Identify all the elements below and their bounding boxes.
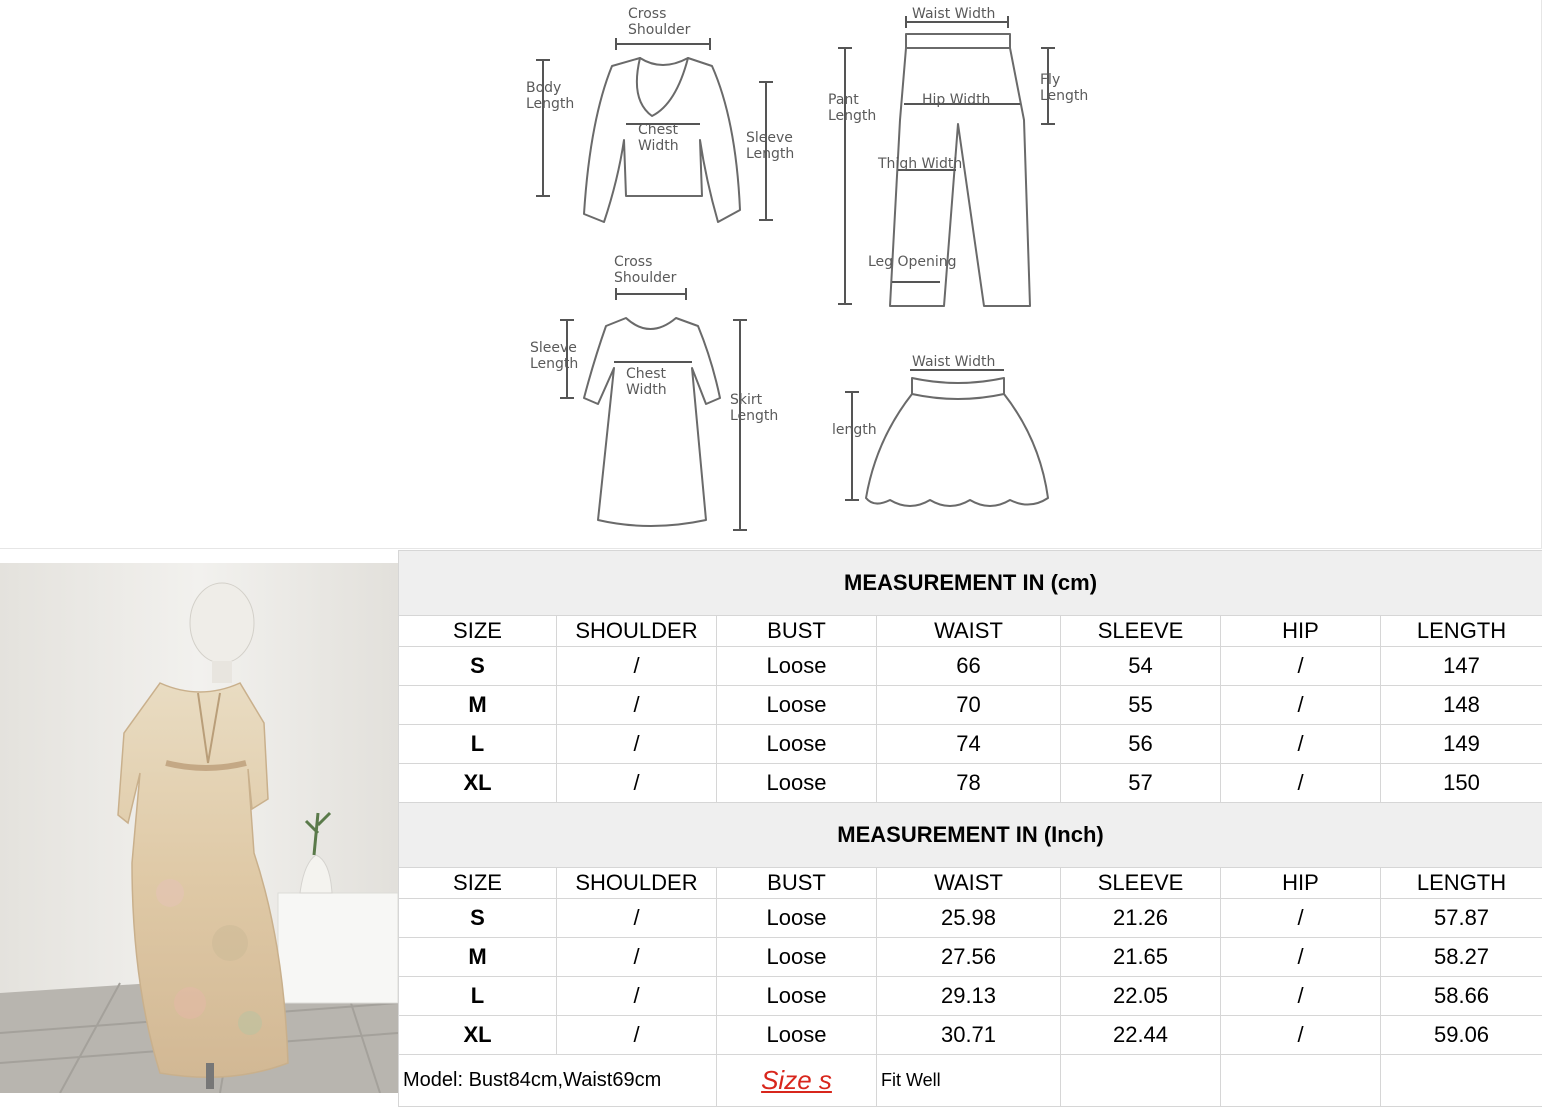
- dress-cross-shoulder-label-2: Shoulder: [614, 270, 677, 286]
- inch-header-hip: HIP: [1221, 868, 1381, 899]
- inch-length-cell: 59.06: [1381, 1016, 1542, 1055]
- pants-diagram: [828, 6, 1088, 306]
- product-photo: [0, 563, 398, 1093]
- inch-sleeve-cell: 22.05: [1061, 977, 1221, 1016]
- dress-cross-shoulder-arrow: [616, 288, 686, 300]
- cm-size-cell: S: [399, 647, 557, 686]
- dress-sleeve-length-label-1: Sleeve: [530, 340, 577, 356]
- dress-skirt-length-label-2: Length: [730, 408, 778, 424]
- inch-length-cell: 58.27: [1381, 938, 1542, 977]
- inch-bust-cell: Loose: [717, 899, 877, 938]
- cm-bust-cell: Loose: [717, 686, 877, 725]
- pants-length-label-1: Pant: [828, 92, 859, 108]
- pants-leg-opening-label: Leg Opening: [868, 254, 957, 270]
- cm-bust-cell: Loose: [717, 725, 877, 764]
- pants-hip-width-label: Hip Width: [922, 92, 990, 108]
- top-body-length-label-1: Body: [526, 80, 561, 96]
- cm-shoulder-cell: /: [557, 764, 717, 803]
- model-measurement-note: Model: Bust84cm,Waist69cm: [399, 1055, 717, 1107]
- inch-waist-cell: 27.56: [877, 938, 1061, 977]
- cm-header-length: LENGTH: [1381, 616, 1542, 647]
- table-row: [399, 764, 1542, 803]
- empty-cell: [1221, 1055, 1381, 1107]
- empty-cell: [1061, 1055, 1221, 1107]
- inch-header-waist: WAIST: [877, 868, 1061, 899]
- inch-hip-cell: /: [1221, 938, 1381, 977]
- model-fit-note: Fit Well: [877, 1055, 1061, 1107]
- top-sleeve-length-label-2: Length: [746, 146, 794, 162]
- inch-hip-cell: /: [1221, 1016, 1381, 1055]
- cm-bust-cell: Loose: [717, 647, 877, 686]
- inch-bust-cell: Loose: [717, 977, 877, 1016]
- dress-skirt-length-label-1: Skirt: [730, 392, 763, 408]
- cm-shoulder-cell: /: [557, 686, 717, 725]
- inch-size-cell: XL: [399, 1016, 557, 1055]
- cm-hip-cell: /: [1221, 725, 1381, 764]
- inch-header-row: [399, 868, 1542, 899]
- top-sleeve-length-label-1: Sleeve: [746, 130, 793, 146]
- skirt-outline: [866, 378, 1048, 506]
- dress-diagram: [530, 254, 778, 530]
- inch-waist-cell: 25.98: [877, 899, 1061, 938]
- cm-table-title: MEASUREMENT IN (cm): [399, 551, 1542, 616]
- inch-hip-cell: /: [1221, 977, 1381, 1016]
- skirt-waist-width-label: Waist Width: [912, 354, 995, 370]
- inch-bust-cell: Loose: [717, 1016, 877, 1055]
- inch-size-cell: M: [399, 938, 557, 977]
- top-garment-diagram: [526, 6, 794, 222]
- dress-skirt-length-arrow: [733, 320, 747, 530]
- pants-fly-length-label-1: Fly: [1040, 72, 1060, 88]
- inch-shoulder-cell: /: [557, 977, 717, 1016]
- cm-header-bust: BUST: [717, 616, 877, 647]
- dress-sleeve-length-label-2: Length: [530, 356, 578, 372]
- inch-header-bust: BUST: [717, 868, 877, 899]
- table-row: [399, 647, 1542, 686]
- inch-shoulder-cell: /: [557, 1016, 717, 1055]
- cm-header-shoulder: SHOULDER: [557, 616, 717, 647]
- inch-length-cell: 57.87: [1381, 899, 1542, 938]
- inch-header-sleeve: SLEEVE: [1061, 868, 1221, 899]
- inch-hip-cell: /: [1221, 899, 1381, 938]
- dress-outline: [584, 318, 720, 526]
- top-cross-shoulder-arrow: [616, 38, 710, 50]
- pants-waist-width-label: Waist Width: [912, 6, 995, 22]
- skirt-length-arrow: [845, 392, 859, 500]
- measurement-diagram-svg: [0, 0, 1541, 548]
- inch-length-cell: 58.66: [1381, 977, 1542, 1016]
- cm-title-row: [399, 551, 1542, 616]
- inch-header-length: LENGTH: [1381, 868, 1542, 899]
- cm-length-cell: 150: [1381, 764, 1542, 803]
- cm-hip-cell: /: [1221, 686, 1381, 725]
- cm-hip-cell: /: [1221, 764, 1381, 803]
- measurement-diagram: [0, 0, 1542, 549]
- top-neckline: [637, 58, 688, 116]
- inch-title-row: [399, 803, 1542, 868]
- empty-cell: [1381, 1055, 1542, 1107]
- cm-header-hip: HIP: [1221, 616, 1381, 647]
- cm-bust-cell: Loose: [717, 764, 877, 803]
- cm-sleeve-cell: 55: [1061, 686, 1221, 725]
- cm-hip-cell: /: [1221, 647, 1381, 686]
- top-cross-shoulder-label-2: Shoulder: [628, 22, 691, 38]
- inch-header-shoulder: SHOULDER: [557, 868, 717, 899]
- cm-header-size: SIZE: [399, 616, 557, 647]
- cm-sleeve-cell: 54: [1061, 647, 1221, 686]
- cm-length-cell: 147: [1381, 647, 1542, 686]
- inch-shoulder-cell: /: [557, 899, 717, 938]
- cm-waist-cell: 78: [877, 764, 1061, 803]
- inch-size-cell: L: [399, 977, 557, 1016]
- cm-size-cell: M: [399, 686, 557, 725]
- dress-chest-width-label-2: Width: [626, 382, 667, 398]
- table-row: [399, 1016, 1542, 1055]
- cm-header-sleeve: SLEEVE: [1061, 616, 1221, 647]
- table-row: [399, 977, 1542, 1016]
- cm-sleeve-cell: 56: [1061, 725, 1221, 764]
- inch-size-cell: S: [399, 899, 557, 938]
- inch-table-title: MEASUREMENT IN (Inch): [399, 803, 1542, 868]
- cm-header-row: [399, 616, 1542, 647]
- size-chart-table: [398, 550, 1542, 1107]
- skirt-length-label: length: [832, 422, 877, 438]
- top-body-length-label-2: Length: [526, 96, 574, 112]
- pants-thigh-width-label: Thigh Width: [877, 156, 962, 172]
- table-row: [399, 725, 1542, 764]
- cm-length-cell: 148: [1381, 686, 1542, 725]
- table-row: [399, 938, 1542, 977]
- cm-waist-cell: 66: [877, 647, 1061, 686]
- pants-length-arrow: [838, 48, 852, 304]
- skirt-diagram: [832, 354, 1048, 506]
- table-row: [399, 899, 1542, 938]
- cm-shoulder-cell: /: [557, 647, 717, 686]
- pants-fly-length-label-2: Length: [1040, 88, 1088, 104]
- cm-shoulder-cell: /: [557, 725, 717, 764]
- inch-waist-cell: 30.71: [877, 1016, 1061, 1055]
- inch-sleeve-cell: 21.65: [1061, 938, 1221, 977]
- cm-sleeve-cell: 57: [1061, 764, 1221, 803]
- product-photo-svg: [0, 563, 398, 1093]
- inch-header-size: SIZE: [399, 868, 557, 899]
- table-row: [399, 686, 1542, 725]
- inch-bust-cell: Loose: [717, 938, 877, 977]
- top-chest-width-label-2: Width: [638, 138, 679, 154]
- pants-length-label-2: Length: [828, 108, 876, 124]
- cm-size-cell: XL: [399, 764, 557, 803]
- inch-waist-cell: 29.13: [877, 977, 1061, 1016]
- cm-waist-cell: 74: [877, 725, 1061, 764]
- cm-waist-cell: 70: [877, 686, 1061, 725]
- dress-chest-width-label-1: Chest: [626, 366, 667, 382]
- model-size-note: Size s: [717, 1055, 877, 1107]
- inch-sleeve-cell: 22.44: [1061, 1016, 1221, 1055]
- top-chest-width-label-1: Chest: [638, 122, 679, 138]
- cm-length-cell: 149: [1381, 725, 1542, 764]
- cm-size-cell: L: [399, 725, 557, 764]
- cm-header-waist: WAIST: [877, 616, 1061, 647]
- dress-cross-shoulder-label-1: Cross: [614, 254, 652, 270]
- inch-sleeve-cell: 21.26: [1061, 899, 1221, 938]
- skirt-waistband: [912, 394, 1004, 399]
- size-chart: [398, 550, 1542, 1104]
- model-note-row: [399, 1055, 1542, 1107]
- top-cross-shoulder-label-1: Cross: [628, 6, 666, 22]
- inch-shoulder-cell: /: [557, 938, 717, 977]
